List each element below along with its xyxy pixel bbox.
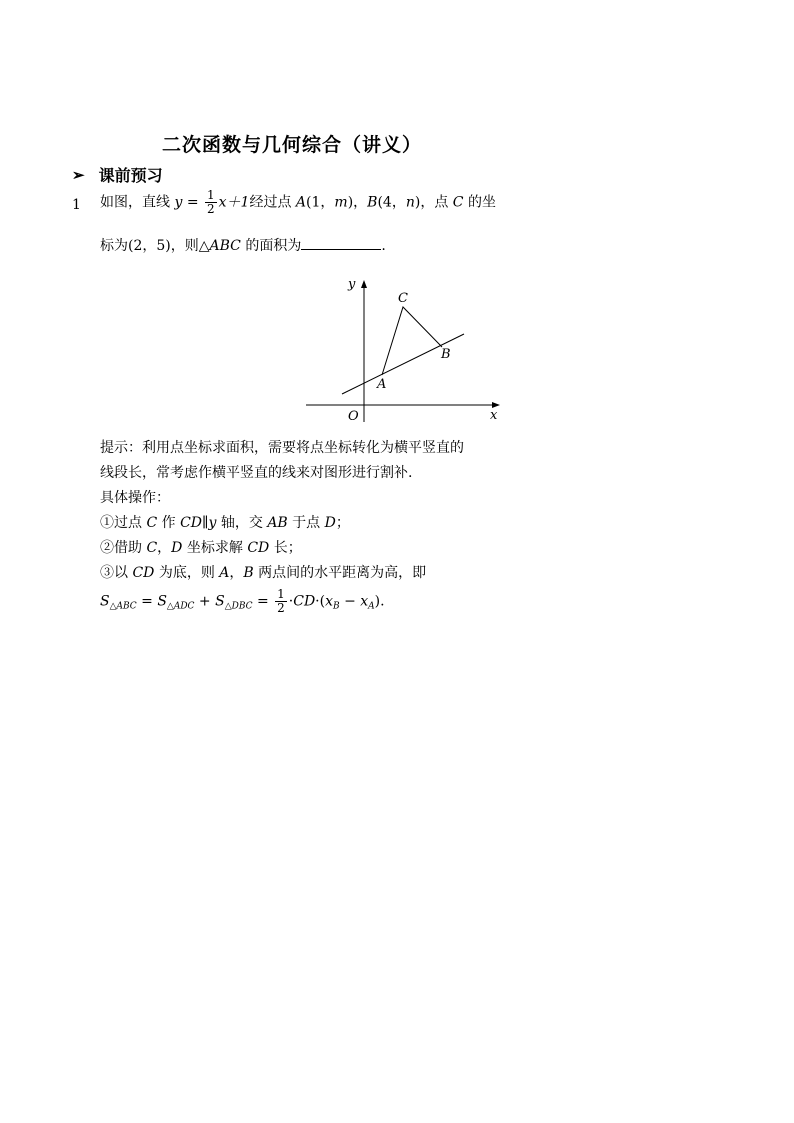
section-heading [72,163,163,186]
point-label: C [146,540,158,556]
step-text: ②借助 [100,540,147,556]
point-label: B [243,565,254,581]
point-B-label: B [441,347,451,362]
formula-equals: = [136,593,158,610]
point-A-label: A [377,377,387,392]
formula-subscript: △ADC [166,601,195,612]
question-text: )，点 [414,194,453,211]
question-number: 1 [72,197,81,213]
origin-label: O [348,409,359,424]
step-text: 长； [269,540,302,556]
formula-paren: ( [319,593,326,610]
figure-svg [300,272,510,424]
step-text: ①过点 [100,515,147,531]
formula-x: x [360,593,369,610]
step-text: ③以 [100,565,133,581]
question-text: )， [347,194,368,211]
point-label: D [171,540,183,556]
step-text: 轴，交 [216,515,268,531]
variable-m: m [334,194,348,211]
formula-dot: · [315,593,320,610]
question-line-1 [100,189,496,216]
equation-var-y: y [174,194,183,211]
point-label: D [324,515,336,531]
fraction-numerator: 1 [207,188,215,202]
formula-paren: ) [374,593,381,610]
step-text: ， [229,565,244,581]
point-label: A [219,565,230,581]
y-axis-arrow-icon [361,280,367,288]
step-text: 两点间的水平距离为高，即 [253,565,427,581]
fraction-denominator: 2 [277,601,285,615]
fraction-denominator: 2 [207,202,215,216]
hint-step-3 [100,562,426,582]
formula-x: x [325,593,333,610]
section-label: 课前预习 [98,166,163,185]
variable-n: n [405,194,415,211]
hint-line-1: 提示：利用点坐标求面积，需要将点坐标转化为横平竖直的 [100,440,464,456]
parallel-symbol: ∥ [202,515,209,531]
step-text: 于点 [287,515,325,531]
step-text: ； [335,515,350,531]
formula-subscript: B [333,601,340,612]
axis-label-y: y [348,277,356,292]
axis-name: y [208,515,217,531]
formula-end: . [380,593,385,610]
question-text: (4， [377,194,406,211]
question-text: 的面积为 [240,238,302,254]
triangle-label: ABC [209,238,241,254]
formula-S: S [157,593,167,610]
point-label: B [367,194,378,211]
formula-S: S [215,593,225,610]
step-text: 为底，则 [154,565,220,581]
formula-subscript: △DBC [224,601,253,612]
line-y-half-x-plus-1 [342,334,464,394]
hint-line-3: 具体操作： [100,490,170,506]
equation-fraction [205,189,217,216]
formula-equals: = [252,593,274,610]
segment-label: AB [267,515,288,531]
step-text: 坐标求解 [182,540,248,556]
question-text: (1， [306,194,335,211]
segment-label: CD [132,565,155,581]
equation-equals: = [182,194,204,211]
question-text: 如图，直线 [100,194,170,211]
formula-CD: CD [293,593,316,610]
point-label: A [295,194,307,211]
step-text: 作 [157,515,181,531]
segment-label: CD [247,540,270,556]
segment-label: CD [180,515,203,531]
hint-step-1 [100,512,350,532]
step-text: ， [157,540,172,556]
formula-subscript: △ABC [109,601,137,612]
arrow-bullet-icon: ➢ [72,165,85,184]
fraction-numerator: 1 [277,587,285,601]
triangle-ABC [382,307,442,375]
formula-dot: · [288,593,294,610]
axis-label-x: x [490,408,498,423]
page-title: 二次函数与几何综合（讲义） [162,134,423,156]
equation-rest: x＋1 [218,194,250,211]
hint-step-2 [100,537,302,557]
area-formula [100,588,385,615]
formula-S: S [100,593,110,610]
question-line-2 [100,235,386,255]
coordinate-figure [300,272,510,428]
formula-plus: + [194,593,216,610]
point-label: C [452,194,464,211]
formula-subscript: A [368,601,375,612]
answer-blank [301,237,381,250]
question-text: 标为(2，5)，则△ [100,238,210,254]
question-text: 经过点 [249,194,296,211]
question-text: . [381,238,386,254]
point-C-label: C [398,291,408,306]
question-text: 的坐 [463,194,496,211]
formula-fraction [275,588,287,615]
hint-line-2: 线段长，常考虑作横平竖直的线来对图形进行割补. [100,465,413,481]
point-label: C [146,515,158,531]
formula-minus: − [339,593,361,610]
